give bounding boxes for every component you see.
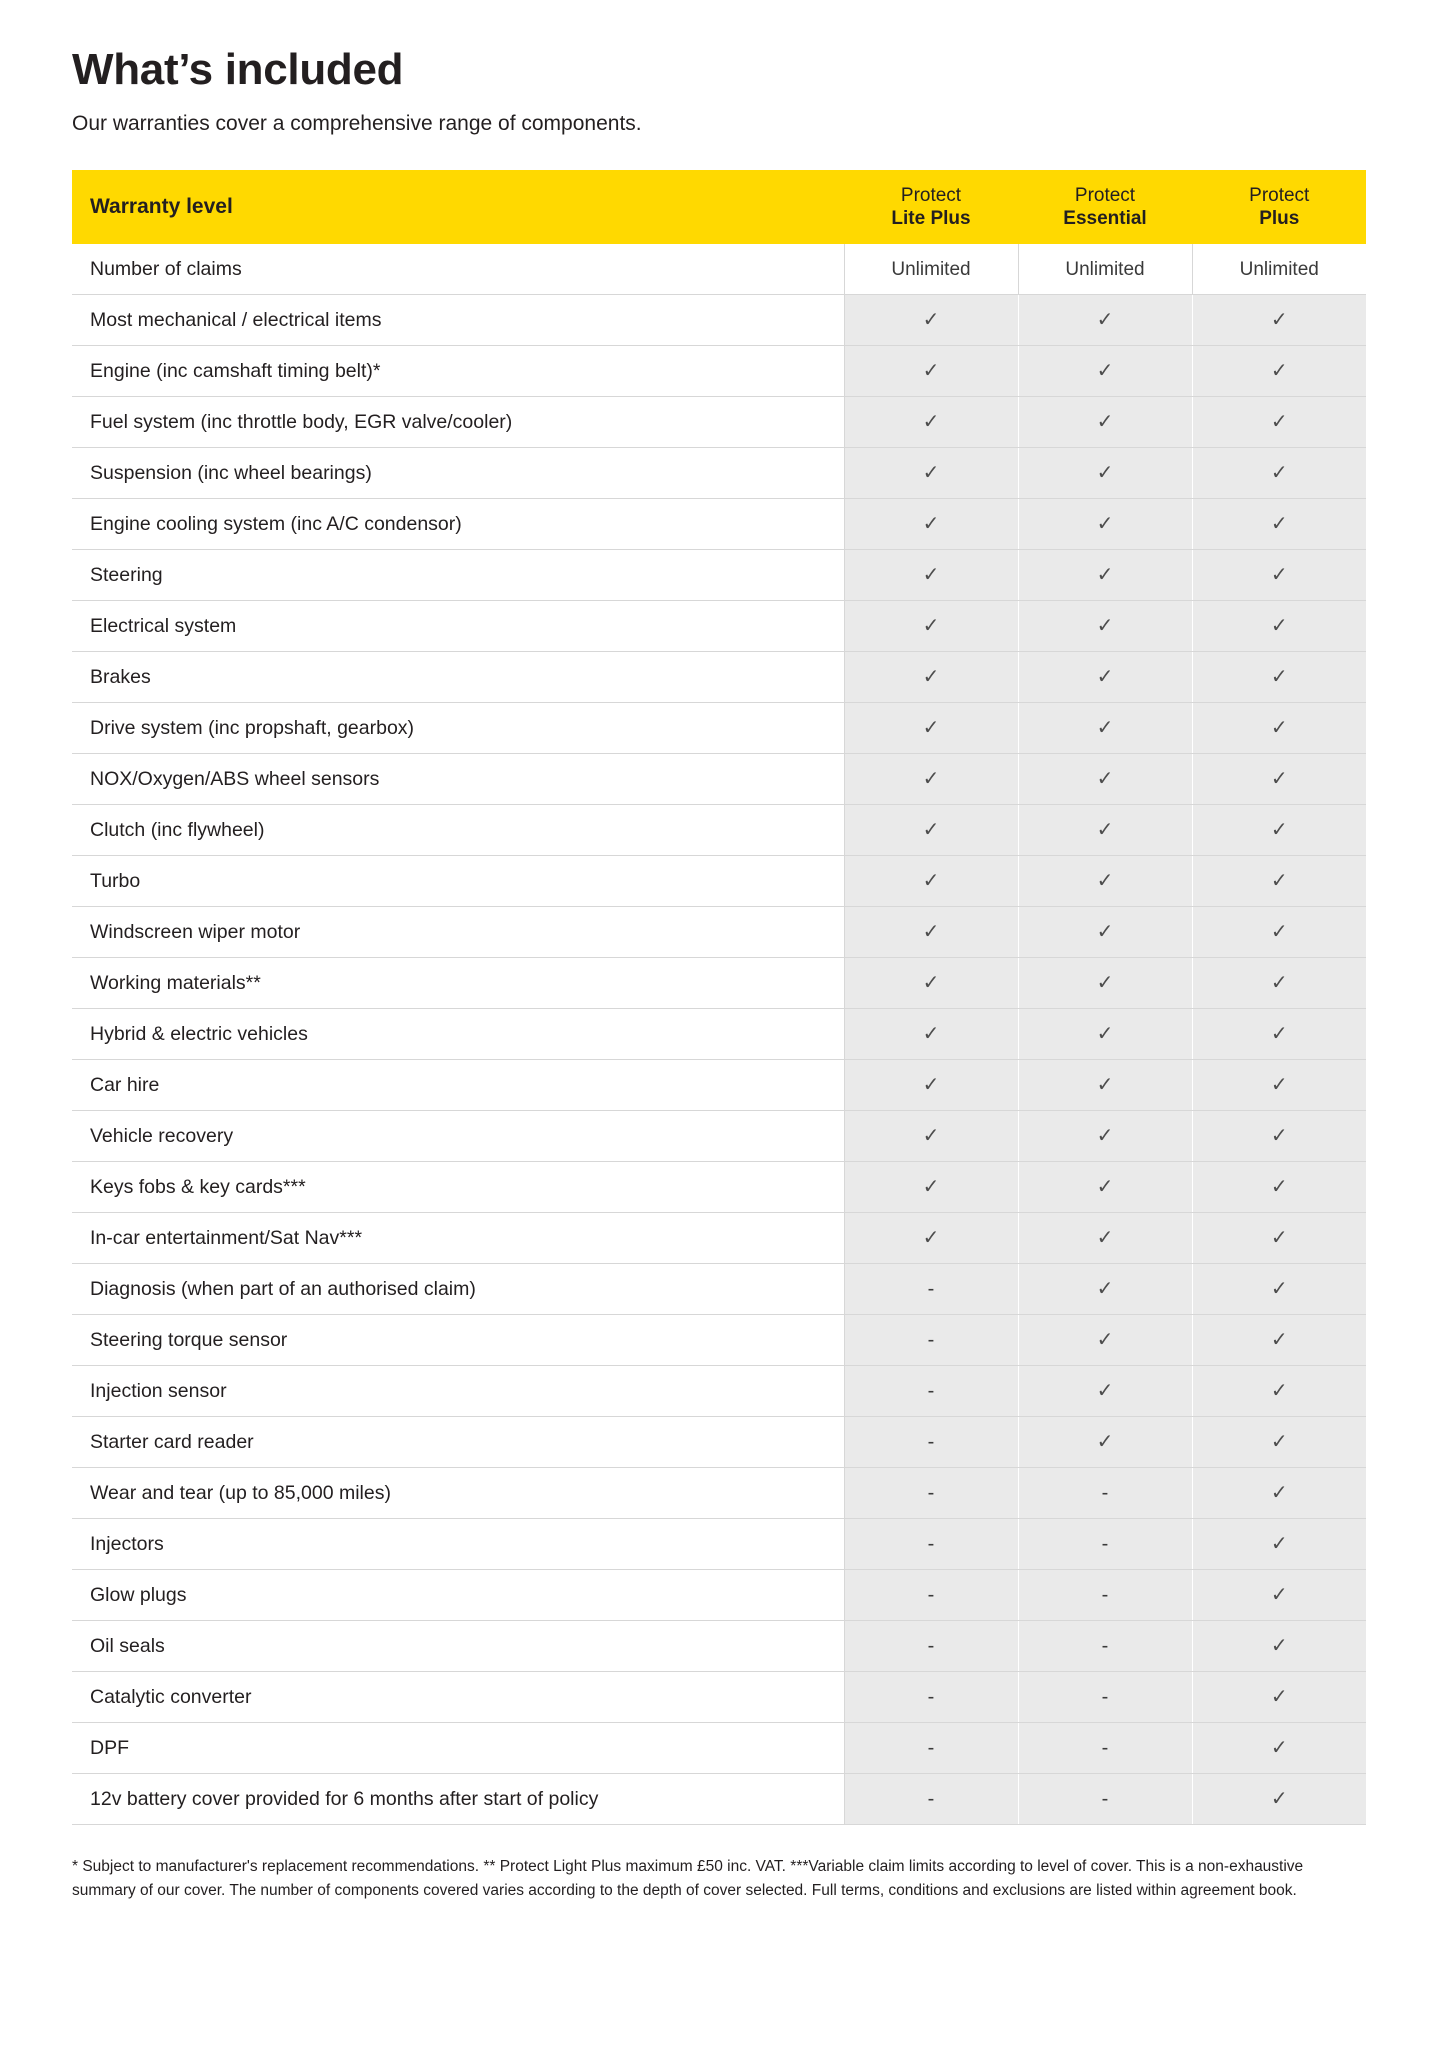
coverage-cell bbox=[1018, 703, 1192, 754]
warranty-comparison-table bbox=[72, 170, 1366, 1825]
coverage-cell bbox=[1018, 1315, 1192, 1366]
column-header-plus-top: Protect bbox=[1249, 184, 1310, 206]
check-icon: ✓ bbox=[1270, 920, 1288, 943]
check-icon: ✓ bbox=[922, 614, 940, 637]
table-row bbox=[72, 1111, 1366, 1162]
coverage-cell bbox=[844, 1009, 1018, 1060]
coverage-cell bbox=[1192, 1162, 1366, 1213]
coverage-cell bbox=[1018, 652, 1192, 703]
coverage-cell bbox=[844, 1621, 1018, 1672]
check-icon: ✓ bbox=[1096, 971, 1114, 994]
check-icon: ✓ bbox=[1270, 1175, 1288, 1198]
coverage-cell bbox=[1192, 499, 1366, 550]
table-row bbox=[72, 397, 1366, 448]
coverage-cell bbox=[844, 652, 1018, 703]
coverage-cell bbox=[1018, 907, 1192, 958]
dash-icon: - bbox=[1101, 1532, 1109, 1555]
coverage-cell bbox=[1192, 346, 1366, 397]
coverage-cell bbox=[1018, 1468, 1192, 1519]
check-icon: ✓ bbox=[922, 920, 940, 943]
coverage-cell bbox=[1192, 1723, 1366, 1774]
coverage-cell bbox=[1192, 601, 1366, 652]
coverage-cell bbox=[1018, 754, 1192, 805]
feature-label: Steering torque sensor bbox=[72, 1315, 844, 1366]
table-row bbox=[72, 805, 1366, 856]
check-icon: ✓ bbox=[1270, 1022, 1288, 1045]
column-header-protect-plus bbox=[1192, 170, 1366, 244]
feature-label: Suspension (inc wheel bearings) bbox=[72, 448, 844, 499]
column-header-protect-lite-plus bbox=[844, 170, 1018, 244]
coverage-cell bbox=[1018, 1672, 1192, 1723]
page-subtitle: Our warranties cover a comprehensive range of components. bbox=[72, 112, 642, 136]
dash-icon: - bbox=[1101, 1685, 1109, 1708]
coverage-cell bbox=[844, 754, 1018, 805]
table-row bbox=[72, 550, 1366, 601]
feature-label: Fuel system (inc throttle body, EGR valve/cooler) bbox=[72, 397, 844, 448]
check-icon: ✓ bbox=[1096, 716, 1114, 739]
check-icon: ✓ bbox=[1270, 1430, 1288, 1453]
table-row bbox=[72, 1519, 1366, 1570]
coverage-cell bbox=[1018, 1723, 1192, 1774]
coverage-cell bbox=[1018, 805, 1192, 856]
check-icon: ✓ bbox=[1096, 512, 1114, 535]
coverage-cell bbox=[844, 907, 1018, 958]
check-icon: ✓ bbox=[1270, 1226, 1288, 1249]
coverage-cell bbox=[1192, 1060, 1366, 1111]
feature-label: Hybrid & electric vehicles bbox=[72, 1009, 844, 1060]
check-icon: ✓ bbox=[1270, 971, 1288, 994]
feature-label: Catalytic converter bbox=[72, 1672, 844, 1723]
table-row bbox=[72, 1315, 1366, 1366]
coverage-cell bbox=[1192, 856, 1366, 907]
check-icon: ✓ bbox=[1270, 1685, 1288, 1708]
feature-label: Most mechanical / electrical items bbox=[72, 295, 844, 346]
check-icon: ✓ bbox=[922, 308, 940, 331]
check-icon: ✓ bbox=[922, 563, 940, 586]
check-icon: ✓ bbox=[1096, 767, 1114, 790]
check-icon: ✓ bbox=[1270, 308, 1288, 331]
table-row bbox=[72, 1009, 1366, 1060]
check-icon: ✓ bbox=[1270, 563, 1288, 586]
feature-label: Brakes bbox=[72, 652, 844, 703]
coverage-cell bbox=[844, 1366, 1018, 1417]
dash-icon: - bbox=[1101, 1736, 1109, 1759]
check-icon: ✓ bbox=[922, 461, 940, 484]
table-row bbox=[72, 295, 1366, 346]
dash-icon: - bbox=[927, 1532, 935, 1555]
coverage-cell bbox=[844, 1672, 1018, 1723]
check-icon: ✓ bbox=[922, 869, 940, 892]
table-header bbox=[72, 170, 1366, 244]
check-icon: ✓ bbox=[922, 1073, 940, 1096]
coverage-cell bbox=[1018, 244, 1192, 295]
table-row bbox=[72, 958, 1366, 1009]
coverage-cell bbox=[844, 346, 1018, 397]
table-row bbox=[72, 1162, 1366, 1213]
check-icon: ✓ bbox=[1096, 818, 1114, 841]
coverage-text: Unlimited bbox=[1065, 258, 1145, 280]
feature-label: DPF bbox=[72, 1723, 844, 1774]
feature-label: Vehicle recovery bbox=[72, 1111, 844, 1162]
dash-icon: - bbox=[927, 1481, 935, 1504]
check-icon: ✓ bbox=[1270, 1481, 1288, 1504]
coverage-cell bbox=[1018, 1213, 1192, 1264]
check-icon: ✓ bbox=[922, 512, 940, 535]
dash-icon: - bbox=[927, 1736, 935, 1759]
feature-label: Working materials** bbox=[72, 958, 844, 1009]
coverage-cell bbox=[1192, 1570, 1366, 1621]
coverage-cell bbox=[1192, 397, 1366, 448]
coverage-cell bbox=[1018, 601, 1192, 652]
feature-label: Steering bbox=[72, 550, 844, 601]
check-icon: ✓ bbox=[1270, 359, 1288, 382]
coverage-cell bbox=[844, 1723, 1018, 1774]
coverage-cell bbox=[844, 1570, 1018, 1621]
dash-icon: - bbox=[927, 1277, 935, 1300]
check-icon: ✓ bbox=[922, 1226, 940, 1249]
dash-icon: - bbox=[927, 1430, 935, 1453]
dash-icon: - bbox=[1101, 1634, 1109, 1657]
check-icon: ✓ bbox=[1096, 1277, 1114, 1300]
coverage-cell bbox=[1192, 448, 1366, 499]
check-icon: ✓ bbox=[1270, 818, 1288, 841]
table-row bbox=[72, 652, 1366, 703]
check-icon: ✓ bbox=[1270, 512, 1288, 535]
column-header-essential-bottom: Essential bbox=[1063, 208, 1147, 230]
check-icon: ✓ bbox=[1270, 614, 1288, 637]
table-header-row bbox=[72, 170, 1366, 244]
feature-label: Injection sensor bbox=[72, 1366, 844, 1417]
coverage-cell bbox=[1192, 754, 1366, 805]
coverage-cell bbox=[1018, 1417, 1192, 1468]
coverage-cell bbox=[1192, 550, 1366, 601]
feature-label: Starter card reader bbox=[72, 1417, 844, 1468]
column-header-warranty-level: Warranty level bbox=[72, 170, 844, 244]
check-icon: ✓ bbox=[922, 767, 940, 790]
check-icon: ✓ bbox=[1096, 308, 1114, 331]
feature-label: Diagnosis (when part of an authorised claim) bbox=[72, 1264, 844, 1315]
check-icon: ✓ bbox=[1270, 461, 1288, 484]
check-icon: ✓ bbox=[1096, 1124, 1114, 1147]
coverage-cell bbox=[844, 1468, 1018, 1519]
check-icon: ✓ bbox=[1270, 1379, 1288, 1402]
coverage-cell bbox=[1018, 1774, 1192, 1825]
feature-label: In-car entertainment/Sat Nav*** bbox=[72, 1213, 844, 1264]
coverage-cell bbox=[1018, 397, 1192, 448]
dash-icon: - bbox=[927, 1583, 935, 1606]
coverage-cell bbox=[1192, 1366, 1366, 1417]
coverage-cell bbox=[1018, 1009, 1192, 1060]
table-body bbox=[72, 244, 1366, 1825]
coverage-cell bbox=[844, 805, 1018, 856]
coverage-cell bbox=[1018, 550, 1192, 601]
check-icon: ✓ bbox=[1096, 410, 1114, 433]
coverage-cell bbox=[844, 244, 1018, 295]
coverage-cell bbox=[1018, 448, 1192, 499]
check-icon: ✓ bbox=[1096, 461, 1114, 484]
coverage-cell bbox=[1018, 1366, 1192, 1417]
table-row bbox=[72, 1264, 1366, 1315]
dash-icon: - bbox=[927, 1685, 935, 1708]
table-row bbox=[72, 1213, 1366, 1264]
check-icon: ✓ bbox=[1096, 1073, 1114, 1096]
check-icon: ✓ bbox=[1270, 1736, 1288, 1759]
coverage-cell bbox=[1192, 1213, 1366, 1264]
check-icon: ✓ bbox=[1096, 1379, 1114, 1402]
coverage-cell bbox=[844, 295, 1018, 346]
column-header-lite-plus-bottom: Lite Plus bbox=[891, 208, 971, 230]
footnote: * Subject to manufacturer's replacement recommendations. ** Protect Light Plus maximum £50 inc. VAT. ***Variable claim limits according to level of cover. This is a non-exhaustive summary of our cover. The number of components covered varies according to the depth of cover selected. Full terms, conditions and exclusions are listed within agreement book. bbox=[72, 1858, 1304, 1899]
feature-label: Engine cooling system (inc A/C condensor) bbox=[72, 499, 844, 550]
coverage-cell bbox=[1018, 856, 1192, 907]
check-icon: ✓ bbox=[1270, 1328, 1288, 1351]
dash-icon: - bbox=[927, 1379, 935, 1402]
check-icon: ✓ bbox=[1096, 1226, 1114, 1249]
table-row bbox=[72, 856, 1366, 907]
check-icon: ✓ bbox=[1096, 1430, 1114, 1453]
feature-label: Oil seals bbox=[72, 1621, 844, 1672]
table-row bbox=[72, 1723, 1366, 1774]
table-row bbox=[72, 1366, 1366, 1417]
check-icon: ✓ bbox=[922, 971, 940, 994]
check-icon: ✓ bbox=[922, 818, 940, 841]
check-icon: ✓ bbox=[922, 716, 940, 739]
check-icon: ✓ bbox=[922, 665, 940, 688]
coverage-cell bbox=[1018, 1621, 1192, 1672]
check-icon: ✓ bbox=[922, 1124, 940, 1147]
coverage-cell bbox=[844, 703, 1018, 754]
dash-icon: - bbox=[927, 1328, 935, 1351]
coverage-cell bbox=[844, 550, 1018, 601]
check-icon: ✓ bbox=[1096, 614, 1114, 637]
coverage-cell bbox=[1018, 1111, 1192, 1162]
coverage-cell bbox=[1018, 295, 1192, 346]
coverage-cell bbox=[1192, 1417, 1366, 1468]
check-icon: ✓ bbox=[1096, 920, 1114, 943]
feature-label: Car hire bbox=[72, 1060, 844, 1111]
dash-icon: - bbox=[1101, 1787, 1109, 1810]
table-row bbox=[72, 346, 1366, 397]
feature-label: Clutch (inc flywheel) bbox=[72, 805, 844, 856]
coverage-cell bbox=[1192, 958, 1366, 1009]
column-header-essential-top: Protect bbox=[1074, 184, 1136, 206]
table-row bbox=[72, 754, 1366, 805]
check-icon: ✓ bbox=[922, 359, 940, 382]
coverage-cell bbox=[1192, 805, 1366, 856]
coverage-cell bbox=[844, 1315, 1018, 1366]
coverage-cell bbox=[844, 448, 1018, 499]
dash-icon: - bbox=[927, 1787, 935, 1810]
feature-label: Engine (inc camshaft timing belt)* bbox=[72, 346, 844, 397]
feature-label: Wear and tear (up to 85,000 miles) bbox=[72, 1468, 844, 1519]
check-icon: ✓ bbox=[922, 1022, 940, 1045]
feature-label: 12v battery cover provided for 6 months after start of policy bbox=[72, 1774, 844, 1825]
check-icon: ✓ bbox=[1096, 665, 1114, 688]
column-header-protect-essential bbox=[1018, 170, 1192, 244]
table-row bbox=[72, 1774, 1366, 1825]
coverage-cell bbox=[1192, 1519, 1366, 1570]
table-row bbox=[72, 1468, 1366, 1519]
dash-icon: - bbox=[927, 1634, 935, 1657]
coverage-cell bbox=[844, 1519, 1018, 1570]
check-icon: ✓ bbox=[1096, 1022, 1114, 1045]
check-icon: ✓ bbox=[1270, 410, 1288, 433]
coverage-text: Unlimited bbox=[891, 258, 971, 280]
feature-label: NOX/Oxygen/ABS wheel sensors bbox=[72, 754, 844, 805]
coverage-cell bbox=[844, 1774, 1018, 1825]
coverage-cell bbox=[844, 601, 1018, 652]
table-row bbox=[72, 1060, 1366, 1111]
feature-label: Windscreen wiper motor bbox=[72, 907, 844, 958]
page-title: What’s included bbox=[72, 45, 404, 94]
coverage-cell bbox=[844, 1162, 1018, 1213]
coverage-cell bbox=[844, 499, 1018, 550]
feature-label: Number of claims bbox=[72, 244, 844, 295]
check-icon: ✓ bbox=[1270, 716, 1288, 739]
table-row bbox=[72, 1570, 1366, 1621]
check-icon: ✓ bbox=[1270, 1532, 1288, 1555]
check-icon: ✓ bbox=[1096, 869, 1114, 892]
coverage-cell bbox=[1192, 1468, 1366, 1519]
check-icon: ✓ bbox=[1270, 767, 1288, 790]
check-icon: ✓ bbox=[1270, 665, 1288, 688]
coverage-cell bbox=[1192, 295, 1366, 346]
check-icon: ✓ bbox=[1270, 1583, 1288, 1606]
coverage-cell bbox=[1192, 1264, 1366, 1315]
coverage-cell bbox=[844, 1213, 1018, 1264]
coverage-cell bbox=[1192, 244, 1366, 295]
coverage-cell bbox=[1192, 907, 1366, 958]
check-icon: ✓ bbox=[1270, 1073, 1288, 1096]
coverage-cell bbox=[1192, 1672, 1366, 1723]
dash-icon: - bbox=[1101, 1583, 1109, 1606]
feature-label: Electrical system bbox=[72, 601, 844, 652]
table-row bbox=[72, 1672, 1366, 1723]
coverage-cell bbox=[844, 1060, 1018, 1111]
coverage-cell bbox=[1018, 499, 1192, 550]
check-icon: ✓ bbox=[1270, 1124, 1288, 1147]
table-row bbox=[72, 499, 1366, 550]
feature-label: Injectors bbox=[72, 1519, 844, 1570]
coverage-cell bbox=[1192, 1774, 1366, 1825]
check-icon: ✓ bbox=[922, 1175, 940, 1198]
column-header-plus-bottom: Plus bbox=[1259, 208, 1300, 230]
coverage-cell bbox=[1018, 346, 1192, 397]
coverage-cell bbox=[1018, 1060, 1192, 1111]
coverage-cell bbox=[1192, 1621, 1366, 1672]
coverage-cell bbox=[1018, 1162, 1192, 1213]
check-icon: ✓ bbox=[1270, 1634, 1288, 1657]
coverage-cell bbox=[1192, 703, 1366, 754]
coverage-cell bbox=[844, 1111, 1018, 1162]
coverage-cell bbox=[1192, 652, 1366, 703]
coverage-cell bbox=[844, 1417, 1018, 1468]
coverage-cell bbox=[844, 1264, 1018, 1315]
column-header-lite-plus-top: Protect bbox=[900, 184, 962, 206]
coverage-cell bbox=[1018, 958, 1192, 1009]
coverage-cell bbox=[844, 958, 1018, 1009]
coverage-cell bbox=[1018, 1264, 1192, 1315]
coverage-cell bbox=[844, 856, 1018, 907]
table-row bbox=[72, 1621, 1366, 1672]
dash-icon: - bbox=[1101, 1481, 1109, 1504]
table-row bbox=[72, 244, 1366, 295]
check-icon: ✓ bbox=[1270, 869, 1288, 892]
check-icon: ✓ bbox=[1096, 359, 1114, 382]
feature-label: Drive system (inc propshaft, gearbox) bbox=[72, 703, 844, 754]
feature-label: Turbo bbox=[72, 856, 844, 907]
coverage-cell bbox=[1018, 1570, 1192, 1621]
check-icon: ✓ bbox=[1270, 1787, 1288, 1810]
check-icon: ✓ bbox=[1096, 1328, 1114, 1351]
table-row bbox=[72, 448, 1366, 499]
feature-label: Keys fobs & key cards*** bbox=[72, 1162, 844, 1213]
coverage-text: Unlimited bbox=[1239, 258, 1319, 280]
table-row bbox=[72, 1417, 1366, 1468]
coverage-cell bbox=[1192, 1111, 1366, 1162]
feature-label: Glow plugs bbox=[72, 1570, 844, 1621]
check-icon: ✓ bbox=[1096, 563, 1114, 586]
table-row bbox=[72, 601, 1366, 652]
check-icon: ✓ bbox=[922, 410, 940, 433]
coverage-cell bbox=[844, 397, 1018, 448]
check-icon: ✓ bbox=[1270, 1277, 1288, 1300]
table-row bbox=[72, 703, 1366, 754]
check-icon: ✓ bbox=[1096, 1175, 1114, 1198]
coverage-cell bbox=[1018, 1519, 1192, 1570]
coverage-cell bbox=[1192, 1009, 1366, 1060]
table-row bbox=[72, 907, 1366, 958]
coverage-cell bbox=[1192, 1315, 1366, 1366]
